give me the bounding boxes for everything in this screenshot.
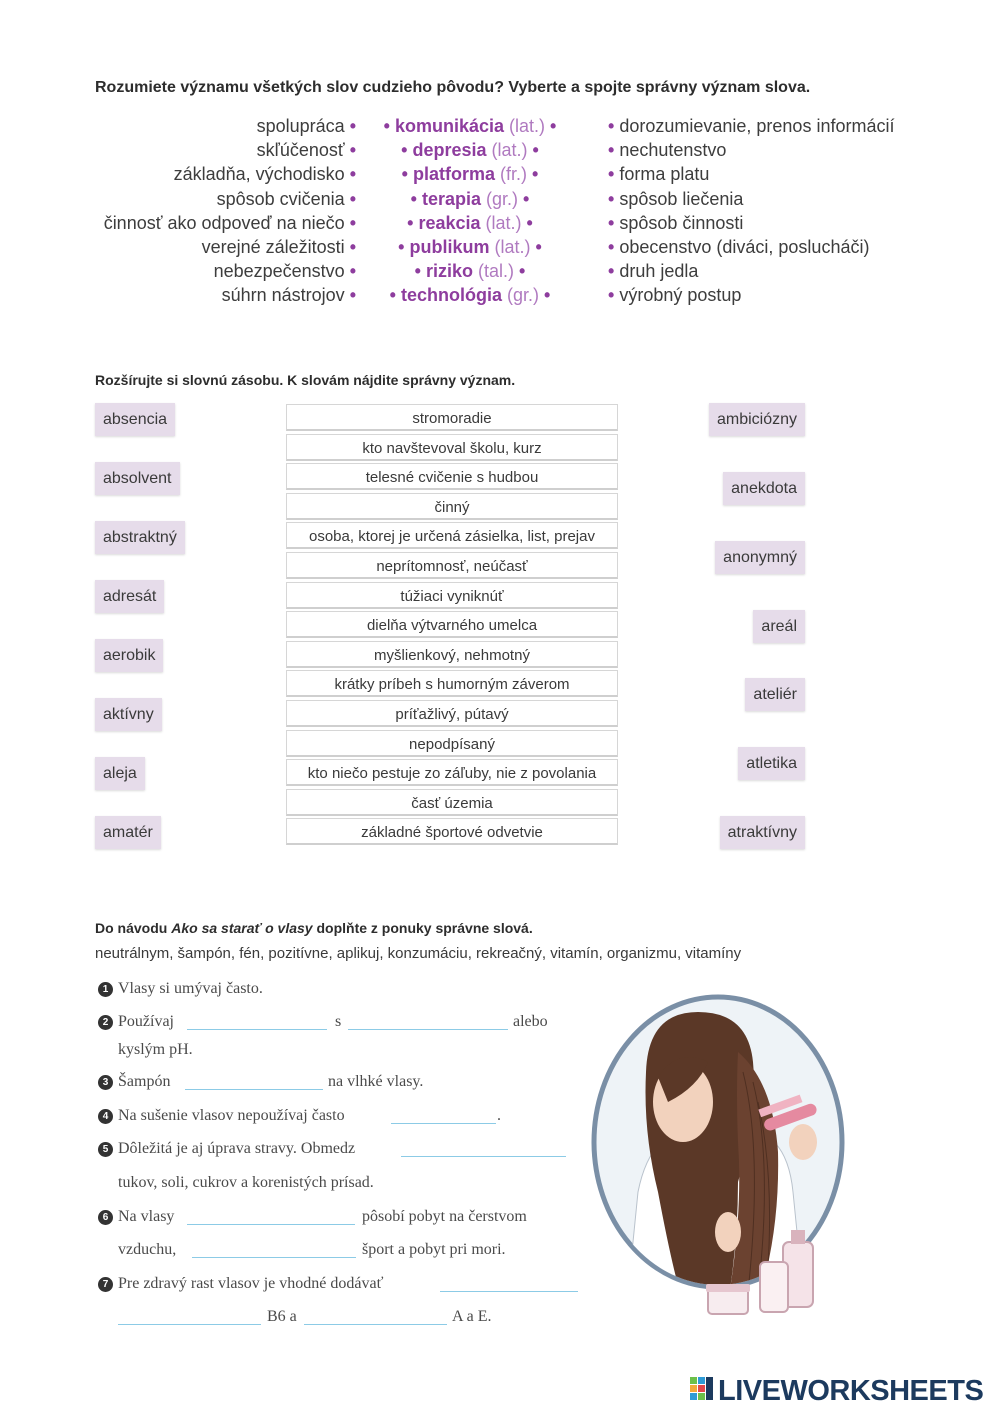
meaning-text: spôsob liečenia <box>619 188 744 209</box>
connector-dot[interactable]: • <box>401 164 408 185</box>
foreign-term[interactable] <box>402 162 539 186</box>
term-word: platforma <box>412 164 495 185</box>
term-word: technológia <box>400 285 502 306</box>
connector-dot[interactable]: • <box>349 116 356 136</box>
answer-blank[interactable] <box>192 1257 356 1258</box>
term-word: reakcia <box>418 212 481 233</box>
term-origin: (tal.) <box>478 261 515 282</box>
meaning-left[interactable] <box>257 138 356 162</box>
step-text: . <box>497 1107 501 1124</box>
matching-row <box>0 211 1000 235</box>
matching-row <box>0 283 1000 307</box>
meaning-left[interactable] <box>104 211 356 235</box>
meaning-text: spolupráca <box>256 116 345 136</box>
meaning-left[interactable] <box>174 162 356 186</box>
meaning-text: obecenstvo (diváci, poslucháči) <box>619 237 870 257</box>
word-chip[interactable]: aktívny <box>95 698 162 731</box>
meaning-right[interactable] <box>608 235 869 259</box>
connector-dot[interactable]: • <box>544 285 551 306</box>
meaning-text: dorozumievanie, prenos informácií <box>619 116 895 136</box>
word-chip[interactable]: adresát <box>95 580 164 613</box>
connector-dot[interactable]: • <box>608 285 615 306</box>
liveworksheets-logo <box>690 1373 990 1407</box>
connector-dot[interactable]: • <box>410 188 417 209</box>
meaning-left[interactable] <box>222 283 356 307</box>
definition-box[interactable]: stromoradie <box>286 404 618 431</box>
definition-box[interactable]: myšlienkový, nehmotný <box>286 641 618 668</box>
definition-box[interactable]: dielňa výtvarného umelca <box>286 611 618 638</box>
word-chip[interactable]: anekdota <box>723 472 805 505</box>
step-number: 5 <box>98 1142 113 1157</box>
word-chip[interactable]: abstraktný <box>95 521 185 554</box>
definition-box[interactable]: základné športové odvetvie <box>286 818 618 845</box>
definition-box[interactable]: kto niečo pestuje zo záľuby, nie z povolania <box>286 759 618 786</box>
meaning-right[interactable] <box>608 138 726 162</box>
meaning-text: súhrn nástrojov <box>221 285 345 306</box>
term-origin: (lat.) <box>494 237 531 257</box>
answer-blank[interactable] <box>304 1324 447 1325</box>
matching-row <box>0 162 1000 186</box>
step-text: Šampón <box>118 1073 171 1090</box>
answer-blank[interactable] <box>440 1291 578 1292</box>
step-text: pôsobí pobyt na čerstvom <box>362 1208 527 1225</box>
definition-box[interactable]: činný <box>286 493 618 520</box>
word-chip[interactable]: aleja <box>95 757 145 790</box>
connector-dot[interactable]: • <box>383 116 390 136</box>
connector-dot[interactable]: • <box>608 140 615 161</box>
term-word: riziko <box>425 261 473 282</box>
step-text: Na sušenie vlasov nepoužívaj často <box>118 1107 345 1124</box>
answer-blank[interactable] <box>185 1089 323 1090</box>
connector-dot[interactable]: • <box>401 140 408 161</box>
term-word: publikum <box>409 237 490 257</box>
meaning-text: činnosť ako odpoveď na niečo <box>103 212 345 233</box>
word-chip[interactable]: areál <box>753 610 805 643</box>
connector-dot[interactable]: • <box>523 188 530 209</box>
foreign-term[interactable] <box>390 283 551 307</box>
term-word: terapia <box>421 188 481 209</box>
meaning-right[interactable] <box>608 259 698 283</box>
matching-row <box>0 259 1000 283</box>
meaning-text: skľúčenosť <box>256 140 345 161</box>
definition-box[interactable]: časť územia <box>286 789 618 816</box>
answer-blank[interactable] <box>118 1324 261 1325</box>
answer-blank[interactable] <box>348 1029 508 1030</box>
meaning-right[interactable] <box>608 162 709 186</box>
word-chip[interactable]: atletika <box>738 747 805 780</box>
word-bank: neutrálnym, šampón, fén, pozitívne, aplikuj, konzumáciu, rekreačný, vitamín, organizmu, vitamíny <box>95 945 742 962</box>
definition-box[interactable]: neprítomnosť, neúčasť <box>286 552 618 579</box>
connector-dot[interactable]: • <box>349 188 356 209</box>
connector-dot[interactable]: • <box>608 188 615 209</box>
step-number: 4 <box>98 1109 113 1124</box>
step-text: Používaj <box>118 1013 174 1030</box>
meaning-text: nebezpečenstvo <box>213 261 345 282</box>
meaning-text: druh jedla <box>619 261 699 282</box>
step-text: Na vlasy <box>118 1208 175 1225</box>
step-text: na vlhké vlasy. <box>328 1073 424 1090</box>
definition-box[interactable]: osoba, ktorej je určená zásielka, list, prejav <box>286 522 618 549</box>
logo-badge-icon <box>690 1377 714 1407</box>
connector-dot[interactable]: • <box>349 140 356 161</box>
foreign-term[interactable] <box>384 114 557 138</box>
step-number: 7 <box>98 1277 113 1292</box>
foreign-term[interactable] <box>401 138 539 162</box>
step-number: 2 <box>98 1015 113 1030</box>
matching-row <box>0 187 1000 211</box>
term-origin: (lat.) <box>491 140 528 161</box>
connector-dot[interactable]: • <box>608 237 615 257</box>
foreign-term[interactable] <box>398 235 542 259</box>
word-chip[interactable]: anonymný <box>715 541 805 574</box>
logo-text: LIVEWORKSHEETS <box>718 1375 984 1407</box>
meaning-left[interactable] <box>217 187 356 211</box>
word-chip[interactable]: absencia <box>95 403 175 436</box>
foreign-term[interactable] <box>407 211 533 235</box>
step-text: s <box>335 1013 342 1030</box>
meaning-left[interactable] <box>202 235 356 259</box>
meaning-right[interactable] <box>608 187 743 211</box>
exercise3-heading <box>95 920 533 936</box>
word-chip[interactable]: amatér <box>95 816 161 849</box>
word-chip[interactable]: ambiciózny <box>709 403 805 436</box>
meaning-left[interactable] <box>257 114 356 138</box>
step-text: B6 a <box>267 1308 297 1325</box>
connector-dot[interactable]: • <box>519 261 526 282</box>
word-chip[interactable]: ateliér <box>745 678 805 711</box>
answer-blank[interactable] <box>391 1123 496 1124</box>
connector-dot[interactable]: • <box>349 212 356 233</box>
girl-brushing-hair-illustration <box>588 992 848 1337</box>
step-text: Dôležitá je aj úprava stravy. Obmedz <box>118 1140 356 1157</box>
matching-row <box>0 138 1000 162</box>
word-chip[interactable]: aerobik <box>95 639 163 672</box>
heading-post: doplňte z ponuky správne slová. <box>312 920 533 936</box>
definition-box[interactable]: telesné cvičenie s hudbou <box>286 463 618 490</box>
heading-pre: Do návodu <box>95 920 172 936</box>
step-5 <box>98 1140 355 1158</box>
connector-dot[interactable]: • <box>535 237 542 257</box>
step-text: vzduchu, <box>118 1241 177 1258</box>
term-origin: (lat.) <box>509 116 546 136</box>
definition-box[interactable]: príťažlivý, pútavý <box>286 700 618 727</box>
connector-dot[interactable]: • <box>532 140 539 161</box>
term-origin: (gr.) <box>486 188 519 209</box>
step-2 <box>98 1013 174 1031</box>
matching-row <box>0 114 1000 138</box>
meaning-text: výrobný postup <box>619 285 742 306</box>
connector-dot[interactable]: • <box>550 116 557 136</box>
meaning-left[interactable] <box>214 259 356 283</box>
term-word: depresia <box>412 140 487 161</box>
word-chip[interactable]: atraktívny <box>720 816 805 849</box>
step-text: alebo <box>513 1013 548 1030</box>
step-text: A a E. <box>452 1308 492 1325</box>
connector-dot[interactable]: • <box>608 164 615 185</box>
foreign-term[interactable] <box>415 259 526 283</box>
answer-blank[interactable] <box>401 1156 566 1157</box>
meaning-text: nechutenstvo <box>619 140 727 161</box>
exercise2-heading: Rozšírujte si slovnú zásobu. K slovám nájdite správny význam. <box>95 372 516 388</box>
connector-dot[interactable]: • <box>349 285 356 306</box>
step-number: 1 <box>98 982 113 997</box>
connector-dot[interactable]: • <box>349 237 356 257</box>
definition-box[interactable]: kto navštevoval školu, kurz <box>286 434 618 461</box>
term-origin: (lat.) <box>485 212 522 233</box>
step-4 <box>98 1107 345 1125</box>
step-text: kyslým pH. <box>118 1041 193 1058</box>
connector-dot[interactable]: • <box>407 212 414 233</box>
step-text: šport a pobyt pri mori. <box>362 1241 506 1258</box>
connector-dot[interactable]: • <box>349 261 356 282</box>
meaning-text: forma platu <box>619 164 710 185</box>
connector-dot[interactable]: • <box>389 285 396 306</box>
connector-dot[interactable]: • <box>608 261 615 282</box>
meaning-right[interactable] <box>608 211 743 235</box>
step-text: Vlasy si umývaj často. <box>118 980 263 997</box>
step-6 <box>98 1208 174 1226</box>
connector-dot[interactable]: • <box>608 116 615 136</box>
step-1 <box>98 980 263 998</box>
answer-blank[interactable] <box>187 1224 355 1225</box>
term-origin: (fr.) <box>500 164 528 185</box>
connector-dot[interactable]: • <box>532 164 539 185</box>
definition-box[interactable]: nepodpísaný <box>286 730 618 757</box>
meaning-right[interactable] <box>608 114 894 138</box>
step-number: 3 <box>98 1075 113 1090</box>
answer-blank[interactable] <box>187 1029 327 1030</box>
step-7 <box>98 1275 383 1293</box>
meaning-text: spôsob činnosti <box>619 212 744 233</box>
connector-dot[interactable]: • <box>414 261 421 282</box>
step-text: Pre zdravý rast vlasov je vhodné dodávať <box>118 1275 384 1292</box>
step-number: 6 <box>98 1210 113 1225</box>
meaning-text: spôsob cvičenia <box>216 188 345 209</box>
meaning-text: základňa, východisko <box>173 164 345 185</box>
heading-title: Ako sa starať o vlasy <box>171 920 313 936</box>
connector-dot[interactable]: • <box>608 212 615 233</box>
connector-dot[interactable]: • <box>526 212 533 233</box>
term-origin: (gr.) <box>507 285 540 306</box>
exercise1-heading: Rozumiete významu všetkých slov cudzieho pôvodu? Vyberte a spojte správny význam slova. <box>95 79 811 96</box>
meaning-right[interactable] <box>608 283 741 307</box>
definition-box[interactable]: túžiaci vyniknúť <box>286 582 618 609</box>
connector-dot[interactable]: • <box>349 164 356 185</box>
foreign-term[interactable] <box>411 187 530 211</box>
step-text: tukov, soli, cukrov a korenistých prísad. <box>118 1174 374 1191</box>
matching-row <box>0 235 1000 259</box>
step-3 <box>98 1073 170 1091</box>
word-chip[interactable]: absolvent <box>95 462 180 495</box>
definition-box[interactable]: krátky príbeh s humorným záverom <box>286 670 618 697</box>
term-word: komunikácia <box>394 116 505 136</box>
connector-dot[interactable]: • <box>398 237 405 257</box>
meaning-text: verejné záležitosti <box>201 237 345 257</box>
